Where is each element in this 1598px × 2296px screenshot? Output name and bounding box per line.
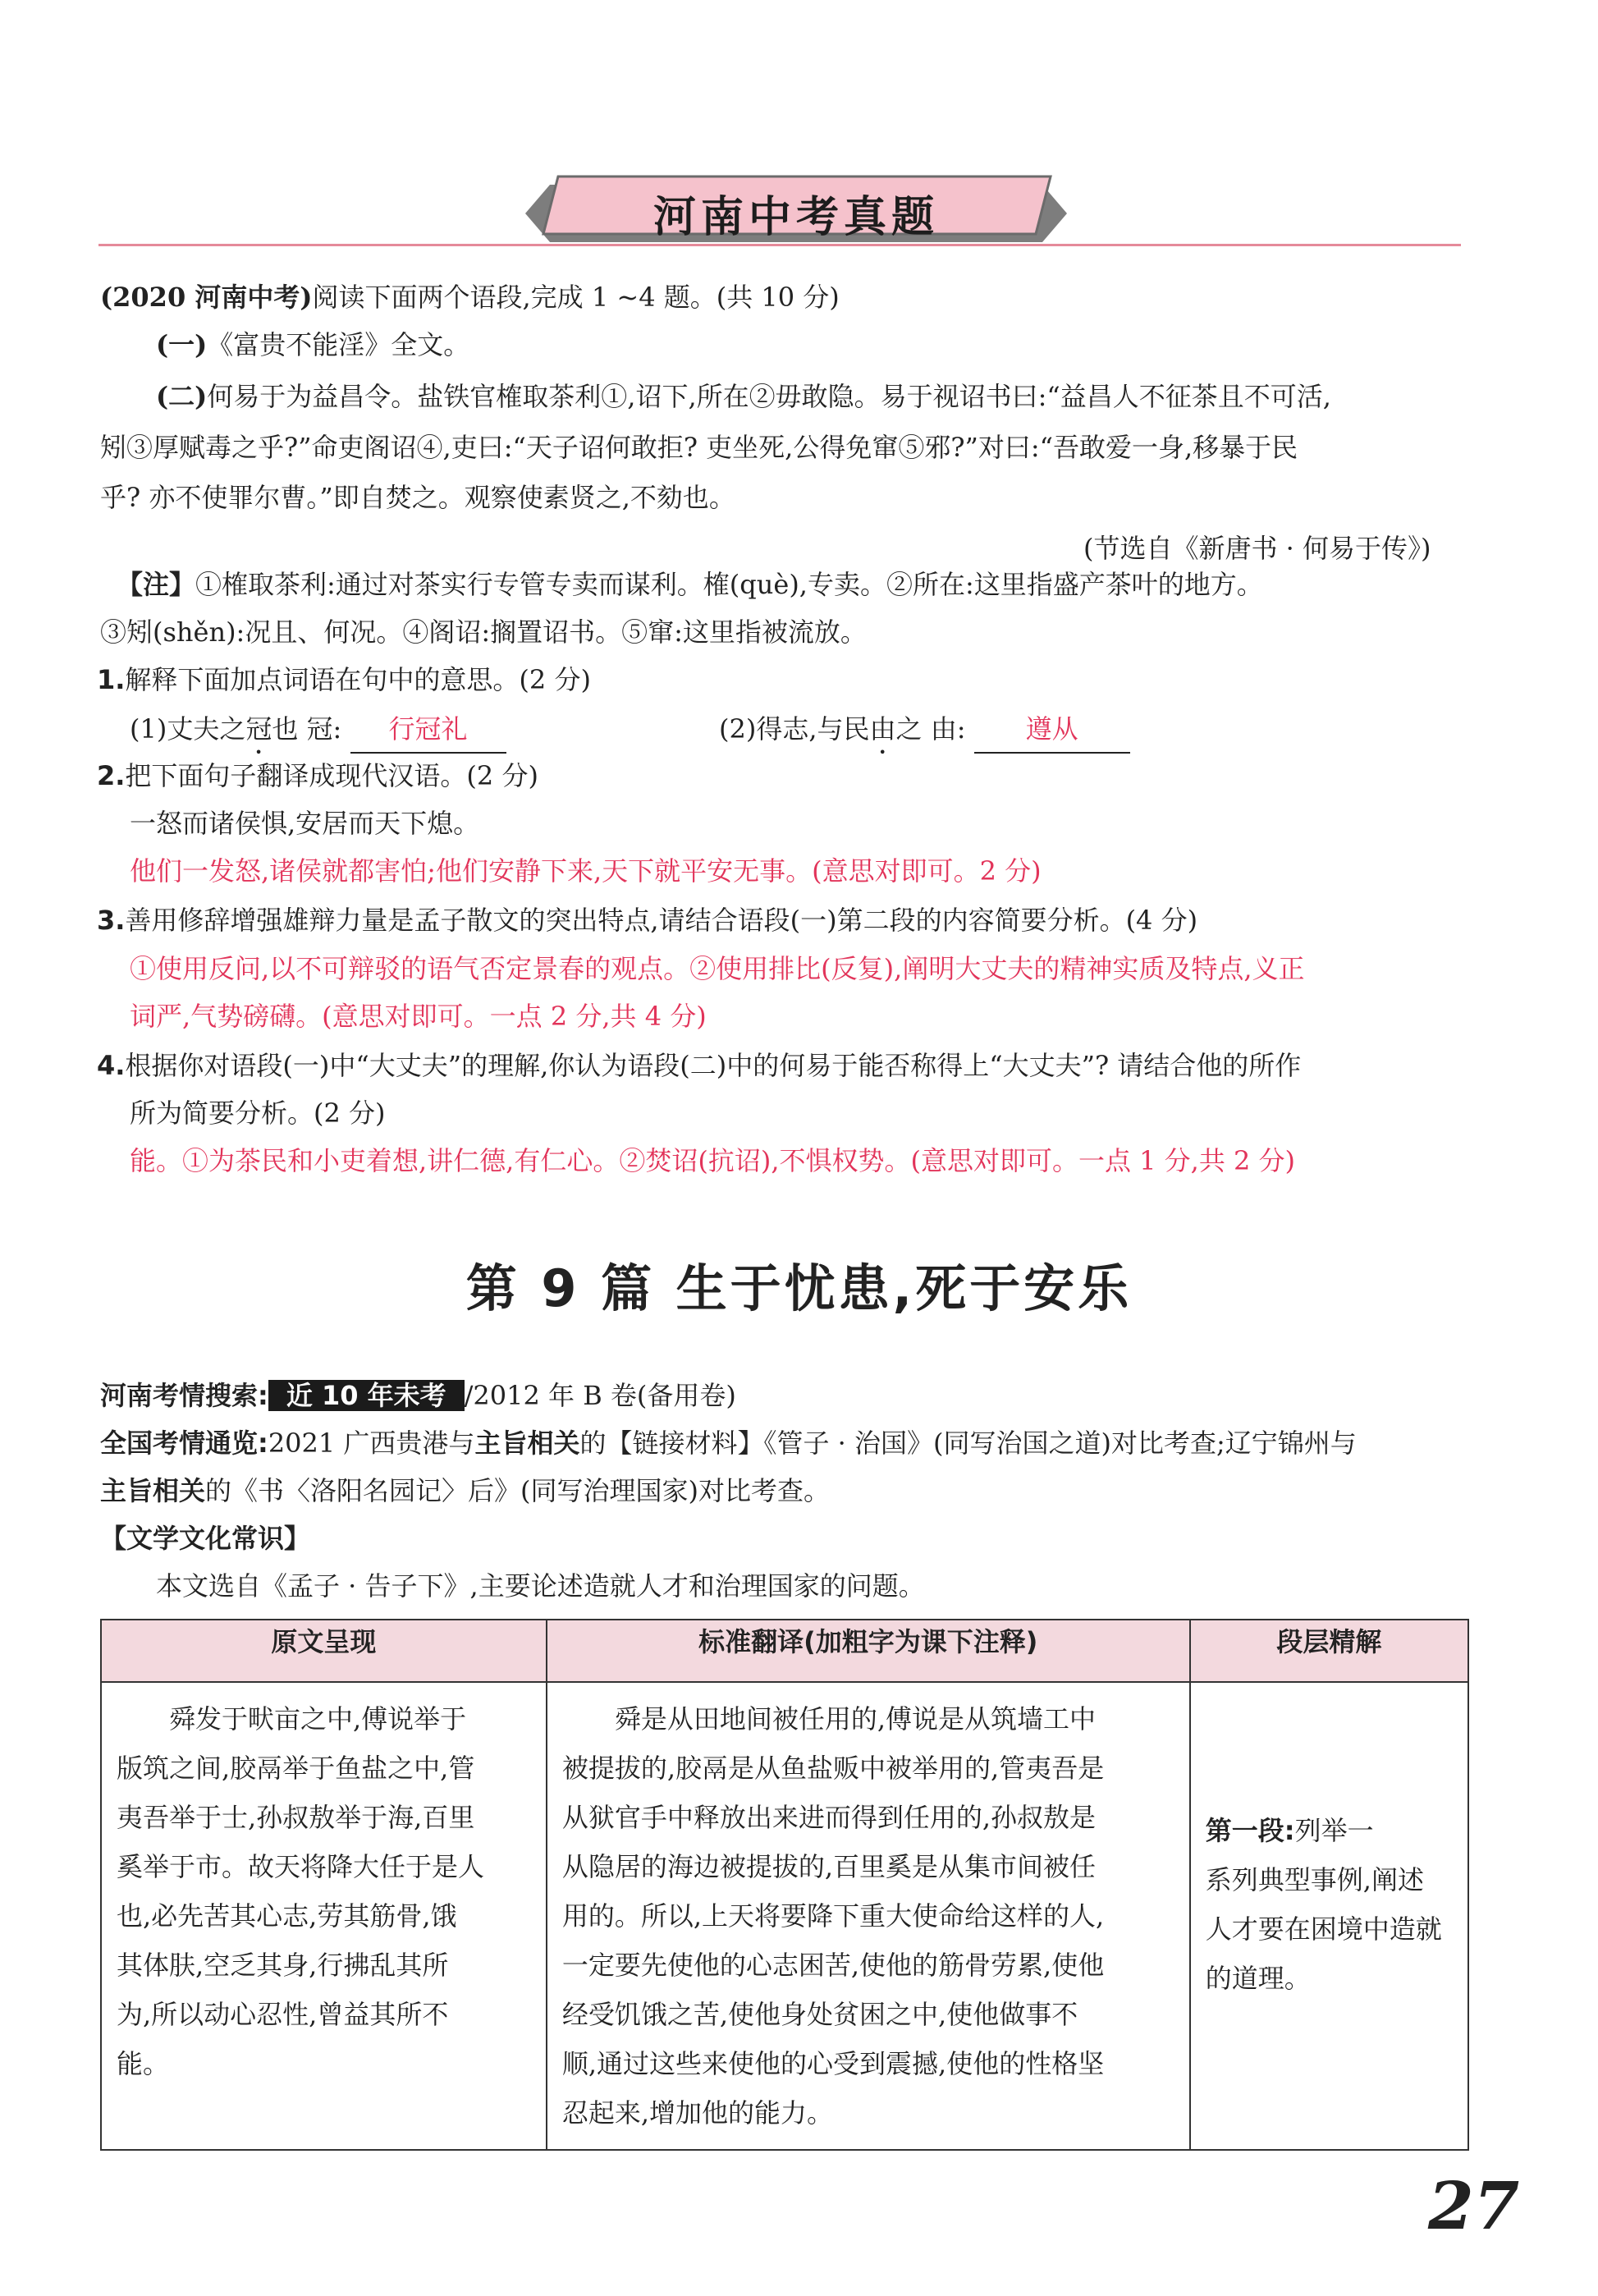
header-translation: 标准翻译(加粗字为课下注释) (547, 1620, 1190, 1682)
part1 (156, 322, 469, 368)
original-line: 奚举于市。故天将降大任于是人 (117, 1851, 485, 1882)
henan-text: /2012 年 B 卷(备用卷) (464, 1380, 736, 1411)
q1-sub1-answer: 行冠礼 (350, 706, 506, 754)
question-3-stem (97, 897, 1197, 943)
chapter-title: 第 9 篇 生于忧患,死于安乐 (465, 1258, 1133, 1318)
table-row (101, 1682, 1468, 2150)
translation-line: 被提拔的,胶鬲是从鱼盐贩中被举用的,管夷吾是 (561, 1753, 1105, 1784)
national-line2-a: 主旨相关 (100, 1475, 206, 1506)
part2-line-2: 矧③厚赋毒之乎?”命吏阁诏④,吏曰:“天子诏何敢拒? 吏坐死,公得免窜⑤邪?”对曰:“吾敢爱一身,移暴于民 (100, 432, 1298, 463)
exam-intro (100, 274, 840, 320)
analysis-line: 的道理。 (1205, 1963, 1311, 1994)
question-3-answer-line-2: 词严,气势磅礴。(意思对即可。一点 2 分,共 4 分) (130, 1001, 707, 1032)
page-number: 27 (1428, 2167, 1520, 2244)
translation-line: 舜是从田地间被任用的,傅说是从筑墙工中 (614, 1703, 1097, 1735)
henan-exam-info (100, 1373, 736, 1418)
analysis-line-1 (1206, 1806, 1453, 1855)
analysis-label: 第一段: (1205, 1815, 1295, 1846)
header-original: 原文呈现 (101, 1620, 547, 1682)
translation-line: 一定要先使他的心志困苦,使他的筋骨劳累,使他 (561, 1950, 1105, 1981)
question-4-text-1: 根据你对语段(一)中“大丈夫”的理解,你认为语段(二)中的何易于能否称得上“大丈夫”? 请结合他的所作 (125, 1050, 1302, 1081)
national-label: 全国考情通览: (100, 1428, 268, 1459)
question-2-number: 2. (97, 760, 126, 791)
section-banner-title: 河南中考真题 (652, 193, 939, 242)
question-3-text: 善用修辞增强雄辩力量是孟子散文的突出特点,请结合语段(一)第二段的内容简要分析。(4 分) (125, 905, 1198, 936)
translation-line: 经受饥饿之苦,使他身处贫困之中,使他做事不 (561, 1999, 1078, 2030)
original-line: 能。 (117, 2048, 170, 2079)
question-4-stem-line-1 (97, 1043, 1301, 1088)
part2-line-3: 乎? 亦不使罪尔曹。”即自焚之。观察使素贤之,不劾也。 (100, 482, 735, 513)
original-line: 其体肤,空乏其身,行拂乱其所 (117, 1950, 449, 1981)
part1-text: 《富贵不能淫》全文。 (207, 329, 470, 360)
culture-label: 【文学文化常识】 (100, 1523, 311, 1554)
question-4-answer: 能。①为茶民和小吏着想,讲仁德,有仁心。②焚诏(抗诏),不惧权势。(意思对即可。一点 1 分,共 2 分) (130, 1145, 1296, 1176)
part2-label: (二) (156, 381, 208, 412)
national-line1-c: 的【链接材料】《管子 · 治国》(同写治国之道)对比考查;辽宁锦州与 (579, 1428, 1357, 1459)
question-2-stem (97, 753, 538, 799)
analysis-line: 人才要在困境中造就 (1205, 1913, 1442, 1945)
analysis-line: 系列典型事例,阐述 (1205, 1864, 1424, 1895)
henan-label: 河南考情搜索: (100, 1380, 268, 1411)
national-line2-b: 的《书〈洛阳名园记〉后》(同写治理国家)对比考查。 (205, 1475, 830, 1506)
original-text-cell (101, 1682, 547, 2150)
question-1-stem (97, 657, 591, 703)
original-line: 也,必先苦其心志,劳其筋骨,饿 (117, 1900, 457, 1932)
q1-sub2-prefix: (2)得志,与民 (719, 713, 870, 745)
part2-text-1: 何易于为益昌令。盐铁官榷取茶利①,诏下,所在②毋敢隐。易于视诏书曰:“益昌人不征茶且不可活, (207, 381, 1331, 412)
question-3-answer-line-1: ①使用反问,以不可辩驳的语气否定景春的观点。②使用排比(反复),阐明大丈夫的精神实质及特点,义正 (130, 953, 1305, 984)
question-3-number: 3. (97, 905, 126, 936)
text-analysis-table (100, 1619, 1469, 2151)
translation-line: 从狱官手中释放出来进而得到任用的,孙叔敖是 (561, 1802, 1097, 1833)
culture-text: 本文选自《孟子 · 告子下》,主要论述造就人才和治理国家的问题。 (156, 1570, 925, 1602)
exam-source: (2020 河南中考) (100, 282, 313, 313)
translation-line: 用的。所以,上天将要降下重大使命给这样的人, (561, 1900, 1105, 1932)
analysis-text: 列举一 (1294, 1815, 1374, 1846)
q1-sub1-prefix: (1)丈夫之 (130, 713, 246, 745)
question-2-prompt: 一怒而诸侯惧,安居而天下熄。 (130, 808, 480, 839)
translation-line: 顺,通过这些来使他的心受到震撼,使他的性格坚 (561, 2048, 1105, 2079)
national-line1-a: 2021 广西贵港与 (268, 1428, 475, 1459)
national-line1-b: 主旨相关 (474, 1428, 580, 1459)
q1-sub2-suffix: 之 由: (895, 713, 966, 745)
national-exam-info-line-1 (100, 1420, 1357, 1466)
note-text-1: ①榷取茶利:通过对茶实行专管专卖而谋利。榷(què),专卖。②所在:这里指盛产茶叶的地方。 (195, 569, 1263, 600)
original-line: 夷吾举于士,孙叔敖举于海,百里 (117, 1802, 475, 1833)
note-line-1 (117, 561, 1263, 607)
analysis-cell (1190, 1682, 1468, 2150)
q1-sub2-dotted-word: 由 (869, 713, 896, 745)
original-line: 舜发于畎亩之中,傅说举于 (169, 1703, 467, 1735)
part1-label: (一) (156, 329, 208, 360)
henan-tag: 近 10 年未考 (268, 1380, 465, 1411)
question-1-sub-2 (719, 706, 1130, 760)
q1-sub1-suffix: 也 冠: (272, 713, 342, 745)
original-line: 为,所以动心忍性,曾益其所不 (117, 1999, 449, 2030)
question-1-number: 1. (97, 664, 126, 695)
section-divider (98, 244, 1461, 246)
part2-line-1 (156, 374, 1331, 419)
national-exam-info-line-2 (100, 1468, 830, 1514)
table-header-row (101, 1620, 1468, 1682)
translation-cell (547, 1682, 1190, 2150)
exam-intro-text: 阅读下面两个语段,完成 1 ~4 题。(共 10 分) (312, 282, 840, 313)
note-line-2: ③矧(shěn):况且、何况。④阁诏:搁置诏书。⑤窜:这里指被流放。 (100, 616, 867, 648)
passage-source: (节选自《新唐书 · 何易于传》) (1083, 533, 1431, 564)
translation-line: 从隐居的海边被提拔的,百里奚是从集市间被任 (561, 1851, 1097, 1882)
header-analysis: 段层精解 (1190, 1620, 1468, 1682)
question-1-text: 解释下面加点词语在句中的意思。(2 分) (125, 664, 591, 695)
q1-sub2-answer: 遵从 (974, 706, 1130, 754)
note-label: 【注】 (117, 569, 196, 600)
question-2-text: 把下面句子翻译成现代汉语。(2 分) (125, 760, 538, 791)
question-4-number: 4. (97, 1050, 126, 1081)
translation-line: 忍起来,增加他的能力。 (561, 2097, 834, 2129)
question-4-stem-line-2: 所为简要分析。(2 分) (130, 1098, 386, 1129)
q1-sub1-dotted-word: 冠 (245, 713, 272, 745)
question-2-answer: 他们一发怒,诸侯就都害怕;他们安静下来,天下就平安无事。(意思对即可。2 分) (130, 855, 1042, 887)
original-line: 版筑之间,胶鬲举于鱼盐之中,管 (117, 1753, 475, 1784)
